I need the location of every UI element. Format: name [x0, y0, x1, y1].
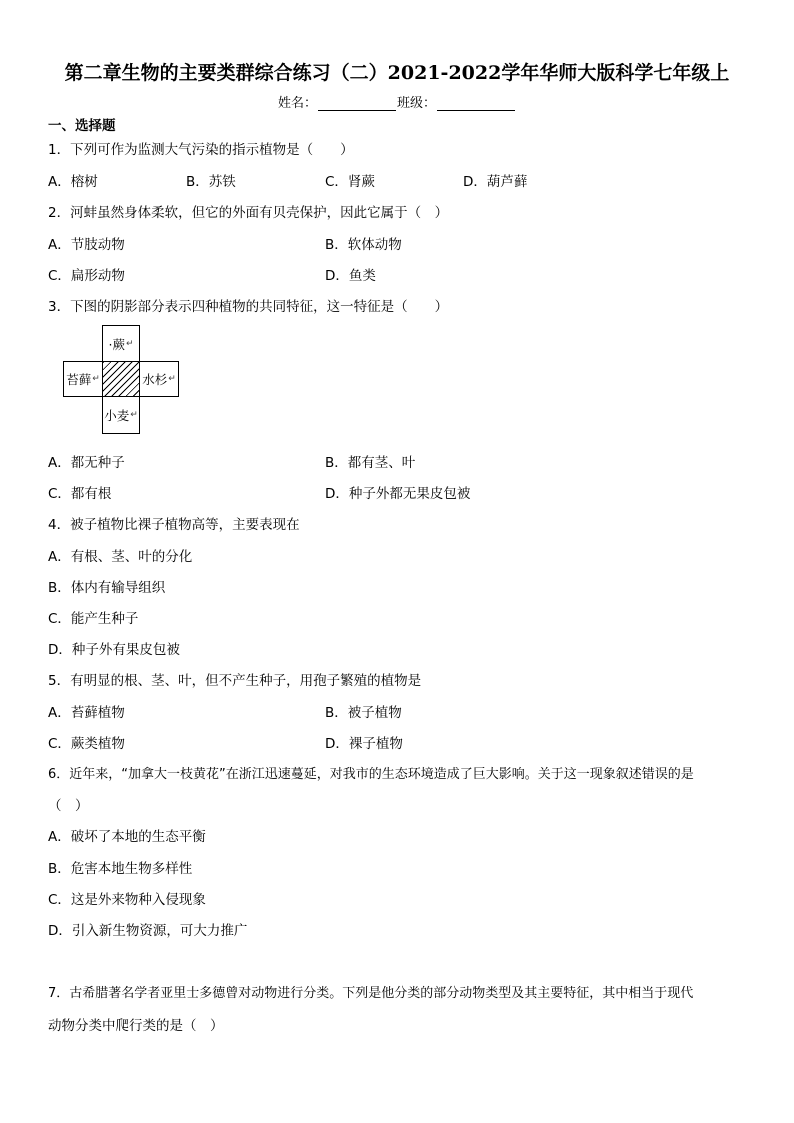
q5-option-d: D．裸子植物 [325, 736, 403, 752]
q6-option-b: B．危害本地生物多样性 [48, 861, 193, 877]
q4-option-a: A．有根、茎、叶的分化 [48, 549, 193, 565]
diagram-cell-moss [63, 361, 103, 397]
q3-option-d: D．种子外都无果皮包被 [325, 486, 471, 502]
q2-option-c: C．扁形动物 [48, 268, 125, 284]
question-3-stem: 3．下图的阴影部分表示四种植物的共同特征，这一特征是（ ） [48, 299, 449, 315]
class-label: 班级： [397, 96, 437, 111]
diagram-label-fern: ·蕨 [108, 336, 125, 352]
q6-option-d: D．引入新生物资源，可大力推广 [48, 923, 248, 939]
question-4-stem: 4．被子植物比裸子植物高等，主要表现在 [48, 517, 300, 533]
q3-option-b: B．都有茎、叶 [325, 455, 416, 471]
q2-option-b: B．软体动物 [325, 237, 402, 253]
return-mark-icon: ↵ [130, 410, 138, 420]
q3-option-a: A．都无种子 [48, 455, 125, 471]
q1-option-b: B．苏铁 [186, 174, 236, 190]
question-7-stem: 7．古希腊著名学者亚里士多德曾对动物进行分类。下列是他分类的部分动物类型及其主要特征，其中相当于现代 [48, 986, 694, 1001]
question-6-stem-cont: （ ） [48, 798, 89, 814]
question-7-stem-cont: 动物分类中爬行类的是（ ） [48, 1018, 224, 1034]
return-mark-icon: ↵ [168, 374, 176, 384]
return-mark-icon: ↵ [125, 338, 134, 349]
q1-option-a: A．榕树 [48, 174, 98, 190]
q5-option-c: C．蕨类植物 [48, 736, 125, 752]
page-title: 第二章生物的主要类群综合练习（二）2021-2022学年华师大版科学七年级上 [64, 62, 730, 84]
diagram-label-moss: 苔藓 [66, 372, 92, 387]
class-blank[interactable] [437, 96, 515, 111]
diagram-label-metasequoia: 水杉 [142, 372, 168, 387]
q5-option-b: B．被子植物 [325, 705, 402, 721]
plant-venn-diagram [63, 325, 179, 435]
name-blank[interactable] [318, 96, 396, 111]
q5-option-a: A．苔藓植物 [48, 705, 125, 721]
q2-option-a: A．节肢动物 [48, 237, 125, 253]
question-5-stem: 5．有明显的根、茎、叶，但不产生种子，用孢子繁殖的植物是 [48, 673, 422, 689]
diagram-cell-wheat [102, 396, 140, 434]
diagram-label-wheat: 小麦 [104, 408, 130, 423]
q1-option-d: D．葫芦藓 [463, 174, 528, 190]
q4-option-d: D．种子外有果皮包被 [48, 642, 180, 658]
q6-option-c: C．这是外来物种入侵现象 [48, 892, 206, 908]
student-info-line [0, 92, 794, 111]
diagram-shaded-overlap [102, 361, 140, 397]
q3-option-c: C．都有根 [48, 486, 112, 502]
diagram-cell-fern [102, 325, 140, 362]
name-label: 姓名： [277, 96, 317, 111]
q4-option-c: C．能产生种子 [48, 611, 139, 627]
question-1-stem: 1．下列可作为监测大气污染的指示植物是（ ） [48, 142, 354, 158]
question-6-stem: 6．近年来，“加拿大一枝黄花”在浙江迅速蔓延，对我市的生态环境造成了巨大影响。关于这一现象叙述错误的是 [48, 767, 694, 782]
diagram-cell-metasequoia [139, 361, 179, 397]
q2-option-d: D．鱼类 [325, 268, 376, 284]
q4-option-b: B．体内有输导组织 [48, 580, 166, 596]
question-2-stem: 2．河蚌虽然身体柔软，但它的外面有贝壳保护，因此它属于（ ） [48, 205, 449, 221]
return-mark-icon: ↵ [92, 374, 100, 384]
q1-option-c: C．肾蕨 [325, 174, 375, 190]
section-heading: 一、选择题 [48, 118, 116, 134]
q6-option-a: A．破坏了本地的生态平衡 [48, 829, 206, 845]
